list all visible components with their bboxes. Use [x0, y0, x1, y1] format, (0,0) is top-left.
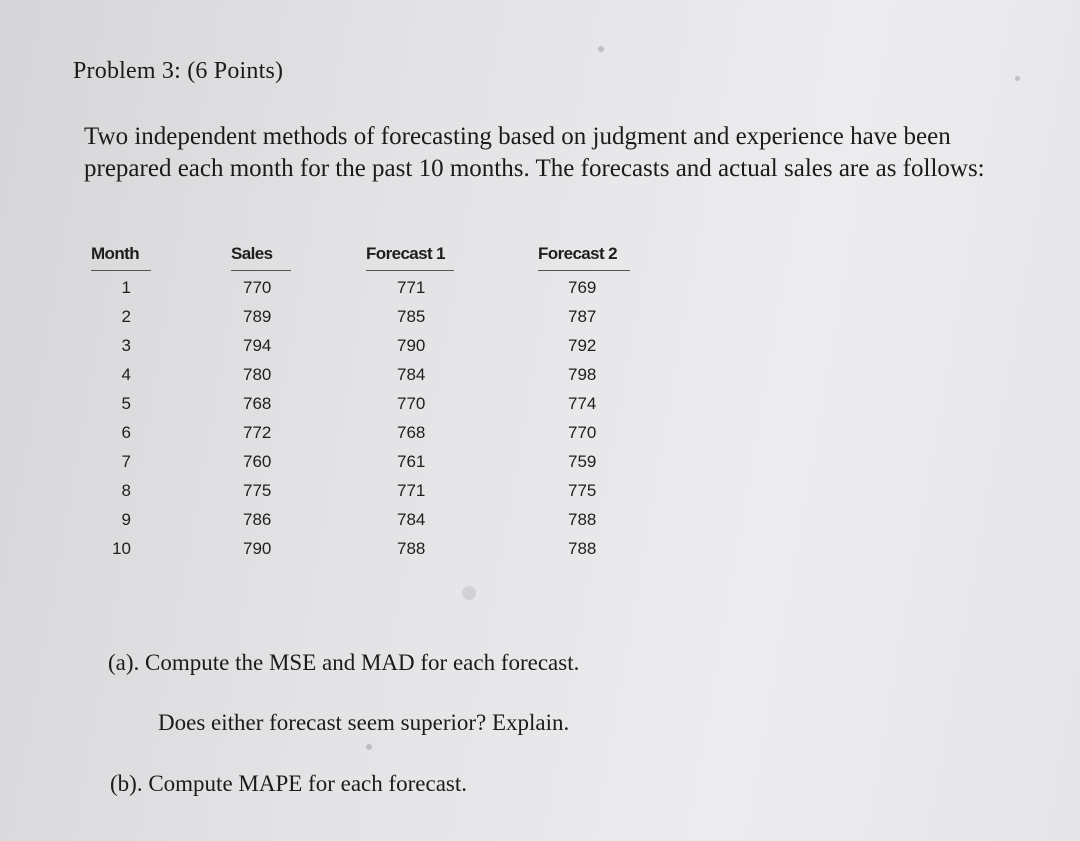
- forecast-1-cells: [366, 278, 454, 568]
- table-cell: 770: [397, 394, 426, 413]
- table-cell: 2: [121, 307, 131, 326]
- table-cell: 769: [568, 278, 597, 297]
- table-cell: 3: [121, 336, 131, 355]
- table-cell: 9: [121, 510, 131, 529]
- table-cell: 768: [243, 394, 272, 413]
- header-divider: [366, 270, 454, 271]
- table-column-month: [91, 244, 151, 568]
- table-cell: 792: [568, 336, 597, 355]
- table-cell: 759: [568, 452, 597, 471]
- table-cell: 775: [243, 481, 272, 500]
- table-cell: 761: [397, 452, 426, 471]
- column-header-forecast-2: Forecast 2: [538, 244, 618, 263]
- table-cell: 785: [397, 307, 426, 326]
- problem-title: Problem 3: (6 Points): [73, 58, 284, 84]
- header-divider: [538, 270, 630, 271]
- forecast-2-cells: [538, 278, 630, 568]
- column-header-sales: Sales: [231, 244, 273, 263]
- paper-speck: [462, 586, 476, 600]
- header-divider: [91, 270, 151, 271]
- table-cell: 790: [243, 539, 272, 558]
- table-column-forecast-2: [538, 244, 630, 568]
- paper-speck: [1015, 76, 1020, 81]
- table-cell: 771: [397, 481, 426, 500]
- table-cell: 788: [568, 539, 597, 558]
- sales-cells: [231, 278, 291, 568]
- month-cells: [91, 278, 151, 568]
- problem-intro: Two independent methods of forecasting based on judgment and experience have been prepared each month for the past 10 months. The forecasts and actual sales are as follows:: [84, 123, 985, 182]
- table-cell: 788: [397, 539, 426, 558]
- table-cell: 784: [397, 510, 426, 529]
- table-cell: 770: [243, 278, 272, 297]
- table-cell: 4: [121, 365, 131, 384]
- table-cell: 10: [112, 539, 131, 558]
- header-divider: [231, 270, 291, 271]
- table-cell: 790: [397, 336, 426, 355]
- table-cell: 786: [243, 510, 272, 529]
- table-cell: 784: [397, 365, 426, 384]
- table-cell: 787: [568, 307, 597, 326]
- table-cell: 789: [243, 307, 272, 326]
- question-b: (b). Compute MAPE for each forecast.: [110, 771, 468, 796]
- table-cell: 772: [243, 423, 272, 442]
- table-cell: 775: [568, 481, 597, 500]
- table-cell: 760: [243, 452, 272, 471]
- column-header-forecast-1: Forecast 1: [366, 244, 446, 263]
- table-cell: 774: [568, 394, 597, 413]
- question-a-followup: Does either forecast seem superior? Explain.: [158, 710, 570, 735]
- table-cell: 6: [121, 423, 131, 442]
- column-header-month: Month: [91, 244, 139, 263]
- table-cell: 8: [121, 481, 131, 500]
- table-cell: 794: [243, 336, 272, 355]
- table-cell: 768: [397, 423, 426, 442]
- table-column-sales: [231, 244, 291, 568]
- table-cell: 780: [243, 365, 272, 384]
- table-cell: 788: [568, 510, 597, 529]
- table-cell: 5: [121, 394, 131, 413]
- table-column-forecast-1: [366, 244, 454, 568]
- question-a: (a). Compute the MSE and MAD for each forecast.: [108, 650, 580, 675]
- table-cell: 771: [397, 278, 426, 297]
- paper-speck: [598, 46, 604, 52]
- table-cell: 1: [121, 278, 131, 297]
- table-cell: 770: [568, 423, 597, 442]
- table-cell: 7: [121, 452, 131, 471]
- paper-speck: [366, 744, 372, 750]
- table-cell: 798: [568, 365, 597, 384]
